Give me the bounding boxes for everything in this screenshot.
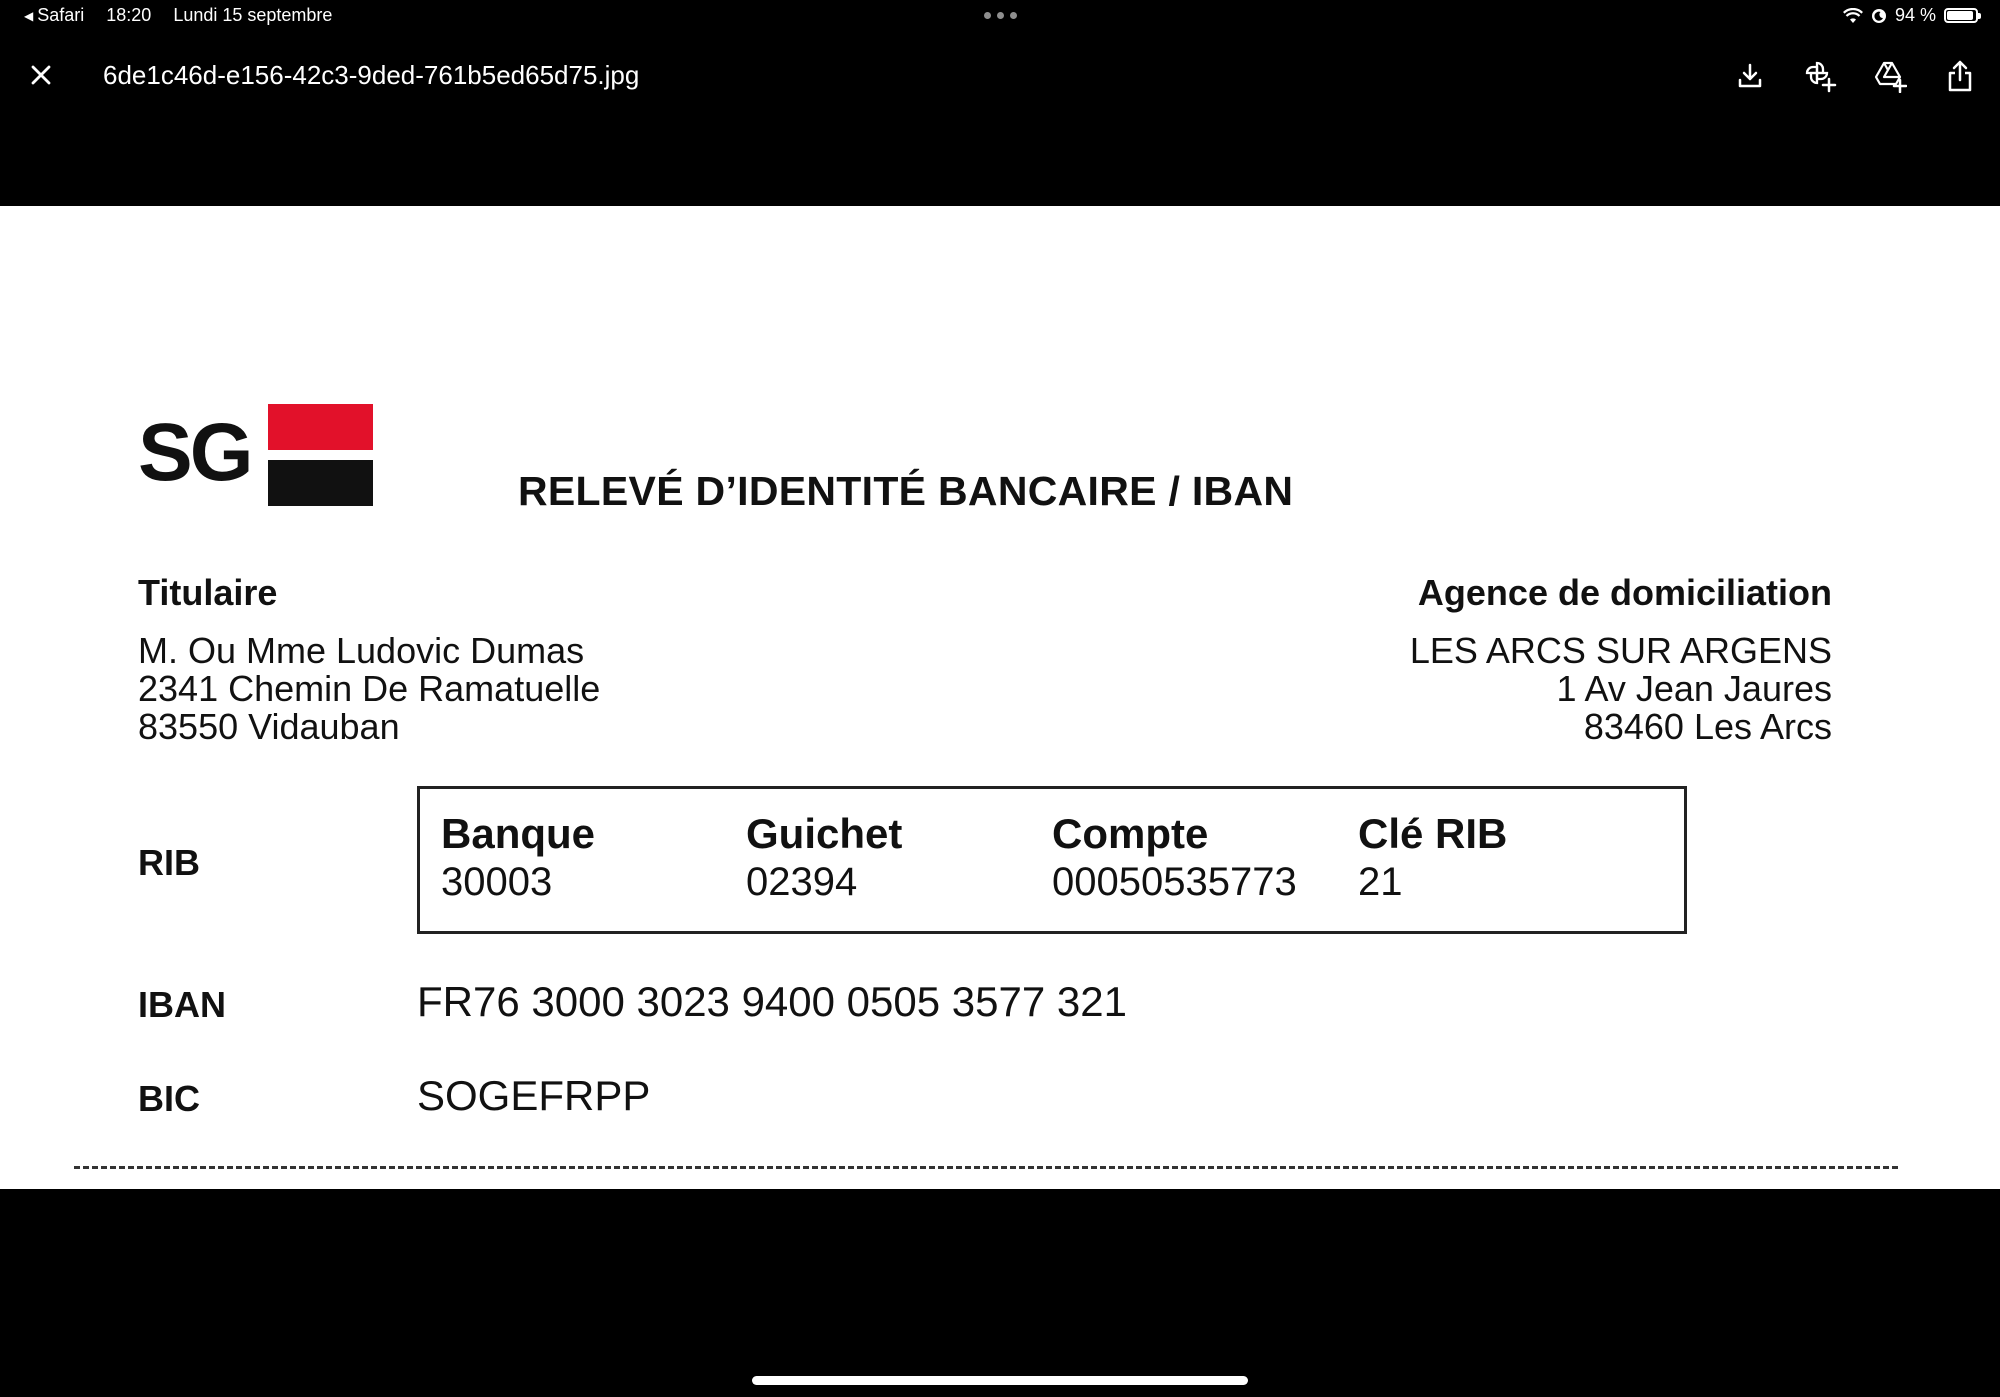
status-right [1843, 5, 1978, 26]
agency-label: Agence de domiciliation [1417, 572, 1832, 613]
logo-red-block [268, 404, 373, 450]
status-bar [0, 0, 2000, 34]
share-button[interactable] [1938, 54, 1982, 98]
rib-column-header: Compte [1052, 810, 1209, 857]
rib-column-header: Banque [441, 810, 596, 857]
close-button[interactable] [24, 58, 58, 92]
back-to-app[interactable] [24, 5, 84, 26]
file-name: 6de1c46d-e156-42c3-9ded-761b5ed65d75.jpg [103, 60, 640, 90]
rib-label: RIB [138, 842, 200, 883]
iban-value: FR76 3000 3023 9400 0505 3577 321 [417, 978, 1127, 1025]
rib-column-value: 00050535773 [1052, 860, 1297, 904]
rib-bank-code [441, 811, 595, 907]
agency-line: 1 Av Jean Jaures [1556, 668, 1832, 709]
share-icon [1945, 59, 1975, 93]
save-to-photos-button[interactable] [1798, 54, 1842, 98]
rib-box [417, 786, 1687, 934]
bank-logo [138, 404, 376, 514]
status-time: 18:20 [106, 5, 152, 25]
back-arrow-icon: ◀ [24, 8, 34, 23]
holder-address [138, 632, 600, 746]
photos-add-icon [1803, 59, 1837, 93]
save-to-drive-button[interactable] [1868, 54, 1912, 98]
agency-line: 83460 Les Arcs [1583, 706, 1832, 747]
rib-key [1358, 811, 1507, 907]
rib-branch-code [746, 811, 902, 907]
logo-text: SG [138, 407, 251, 498]
iban-label: IBAN [138, 984, 226, 1025]
rib-column-value: 02394 [746, 860, 858, 904]
focus-moon-icon [1871, 8, 1887, 24]
download-icon [1735, 61, 1765, 91]
document-title: RELEVÉ D’IDENTITÉ BANCAIRE / IBAN [518, 468, 1294, 514]
rib-account-number [1052, 811, 1297, 907]
logo-black-block [268, 460, 373, 506]
rib-column-header: Clé RIB [1358, 810, 1508, 857]
bic-label: BIC [138, 1078, 200, 1119]
rib-column-header: Guichet [746, 810, 903, 857]
battery-icon [1944, 8, 1978, 23]
holder-label: Titulaire [138, 572, 278, 613]
document-image[interactable] [0, 206, 2000, 1189]
status-date: Lundi 15 septembre [173, 5, 333, 25]
back-app-label: Safari [37, 5, 85, 25]
home-indicator[interactable] [752, 1376, 1248, 1385]
close-icon [24, 58, 58, 92]
status-left [24, 5, 332, 26]
bic-value: SOGEFRPP [417, 1072, 651, 1119]
viewer-toolbar [0, 40, 2000, 112]
download-button[interactable] [1728, 54, 1772, 98]
toolbar-actions [1728, 54, 1982, 98]
battery-percent: 94 % [1894, 5, 1936, 25]
holder-line: 2341 Chemin De Ramatuelle [138, 668, 601, 709]
holder-line: M. Ou Mme Ludovic Dumas [138, 630, 585, 671]
rib-column-value: 30003 [441, 860, 553, 904]
rib-column-value: 21 [1358, 860, 1403, 904]
holder-line: 83550 Vidauban [138, 706, 400, 747]
cut-line-divider [74, 1166, 1898, 1169]
agency-line: LES ARCS SUR ARGENS [1409, 630, 1832, 671]
drive-add-icon [1873, 59, 1907, 93]
wifi-icon [1843, 8, 1863, 24]
multitasking-dots-icon[interactable] [984, 12, 1017, 19]
agency-address [1410, 632, 1832, 746]
